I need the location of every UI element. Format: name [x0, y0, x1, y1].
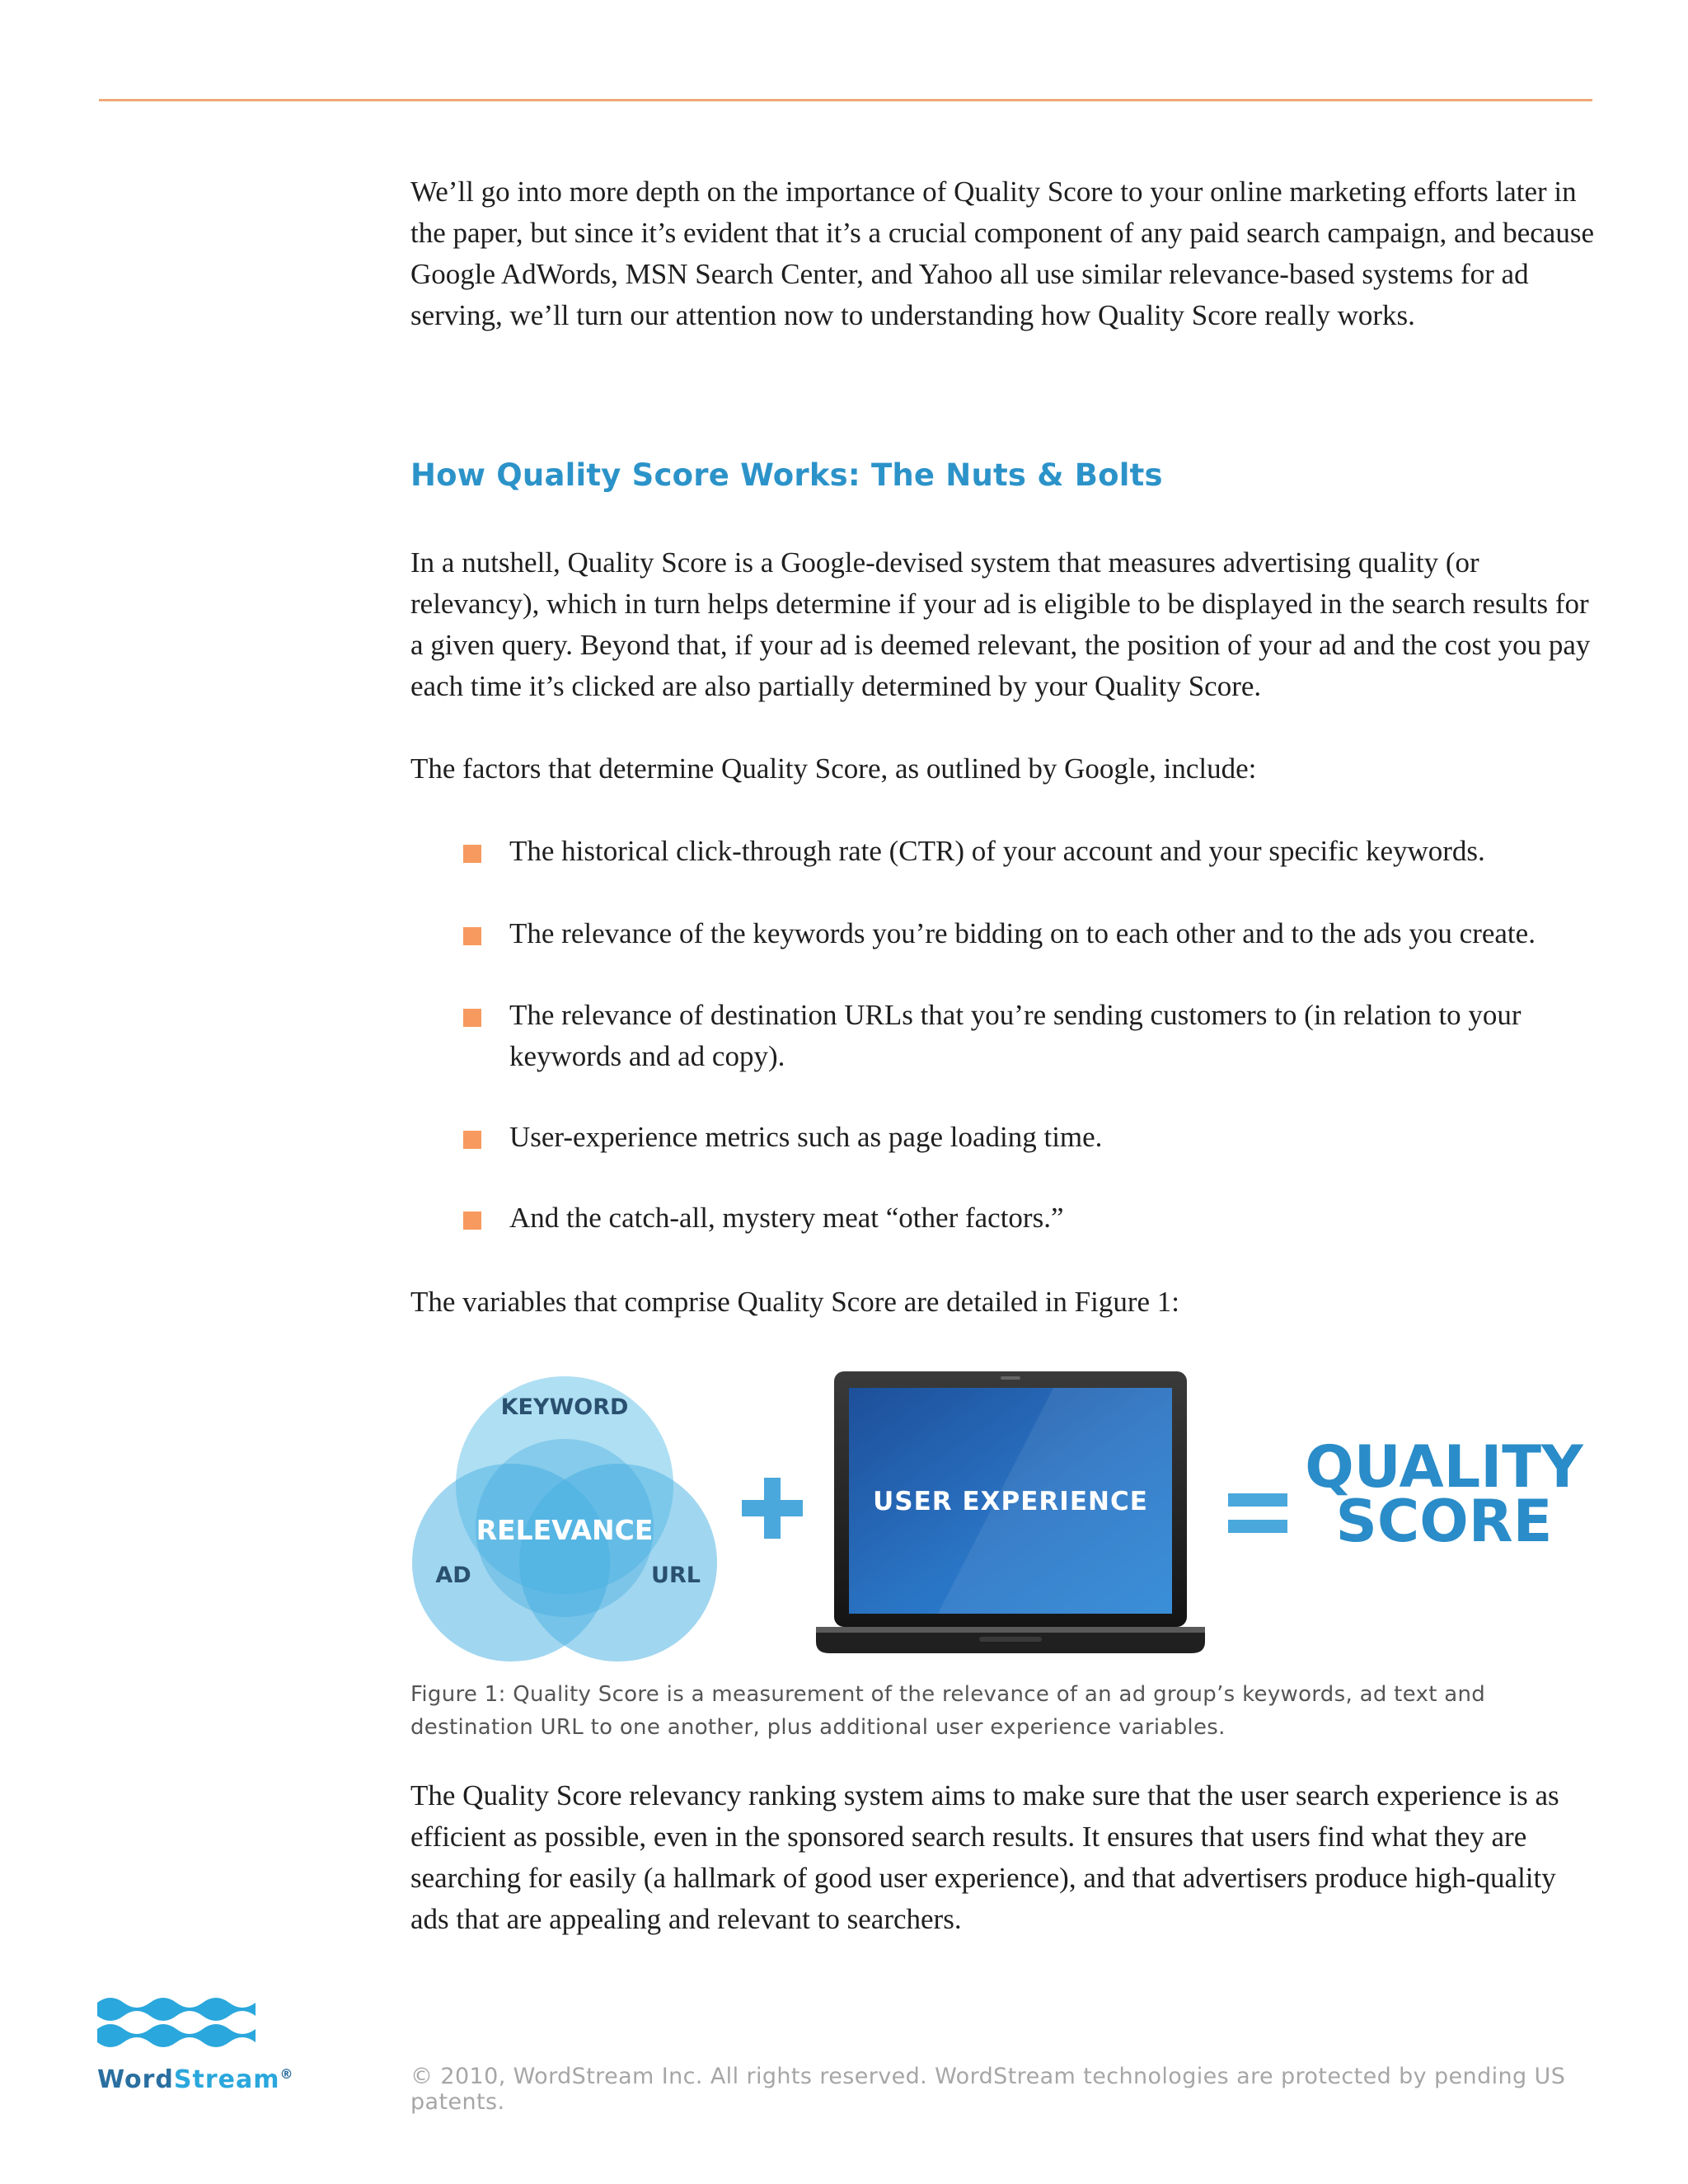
list-item-text: And the catch-all, mystery meat “other factors.”	[509, 1202, 1064, 1234]
list-item	[462, 831, 1485, 872]
intro-paragraph: We’ll go into more depth on the importance of Quality Score to your online marketing efforts later in the paper, but since it’s evident that it’s a crucial component of any paid search campaign, and because Google AdWords, MSN Search Center, and Yahoo all use similar relevance-based systems for ad serving, we’ll turn our attention now to understanding how Quality Score really works.	[410, 176, 1594, 331]
list-item-text: The historical click-through rate (CTR) of your account and your specific keywords.	[509, 835, 1485, 867]
logo-wordmark: WordStream®	[97, 2065, 294, 2094]
venn-label-relevance: RELEVANCE	[476, 1514, 654, 1546]
plus-icon	[742, 1478, 803, 1539]
bullet-square-icon	[463, 1212, 481, 1230]
list-item	[462, 995, 1614, 1077]
list-item-text: The relevance of destination URLs that you’re sending customers to (in relation to your keywords and ad copy).	[509, 999, 1522, 1072]
factors-intro: The factors that determine Quality Score, as outlined by Google, include:	[410, 752, 1257, 785]
header-rule	[99, 99, 1592, 101]
quality-score-figure	[410, 1371, 1597, 1668]
list-item	[462, 913, 1647, 954]
list-item-text: User-experience metrics such as page loading time.	[509, 1121, 1103, 1153]
venn-label-ad: AD	[435, 1563, 471, 1588]
bullet-square-icon	[463, 1131, 481, 1149]
venn-label-url: URL	[651, 1563, 701, 1588]
quality-score-line2: SCORE	[1335, 1488, 1553, 1555]
section-heading: How Quality Score Works: The Nuts & Bolts	[410, 457, 1163, 493]
venn-diagram	[412, 1376, 717, 1661]
venn-label-keyword: KEYWORD	[500, 1394, 629, 1420]
laptop-icon	[816, 1371, 1205, 1653]
closing-paragraph: The Quality Score relevancy ranking system aims to make sure that the user search experience is as efficient as possible, even in the sponsored search results. It ensures that users find what they are searching for easily (a hallmark of good user experience), and that advertisers produce high-quality ads that are appealing and relevant to searchers.	[410, 1779, 1559, 1935]
equals-icon	[1228, 1493, 1287, 1533]
list-item-text: The relevance of the keywords you’re bidding on to each other and to the ads you create.	[509, 917, 1536, 949]
bullet-square-icon	[463, 927, 481, 945]
quality-score-line1: QUALITY	[1305, 1433, 1583, 1501]
wave-logo-icon	[97, 1993, 262, 2059]
figure-graphic	[410, 1371, 1597, 1668]
nutshell-paragraph: In a nutshell, Quality Score is a Google-devised system that measures advertising quality (or relevancy), which in turn helps determine if your ad is eligible to be displayed in the search results for a given query. Beyond that, if your ad is deemed relevant, the position of your ad and the cost you pay each time it’s clicked are also partially determined by your Quality Score.	[410, 546, 1591, 702]
list-item	[462, 1117, 1102, 1158]
bullet-square-icon	[463, 1009, 481, 1027]
laptop-screen-text: USER EXPERIENCE	[873, 1487, 1148, 1516]
figure-caption: Figure 1: Quality Score is a measurement of the relevance of an ad group’s keywords, ad text and destination URL to one another, plus additional user experience variables.	[410, 1682, 1486, 1740]
figure-intro: The variables that comprise Quality Score are detailed in Figure 1:	[410, 1286, 1180, 1318]
bullet-square-icon	[463, 845, 481, 863]
wordstream-logo	[97, 1993, 294, 2100]
copyright-text: © 2010, WordStream Inc. All rights reserved. WordStream technologies are protected by pending US patents.	[410, 2064, 1566, 2115]
list-item	[462, 1197, 1064, 1239]
